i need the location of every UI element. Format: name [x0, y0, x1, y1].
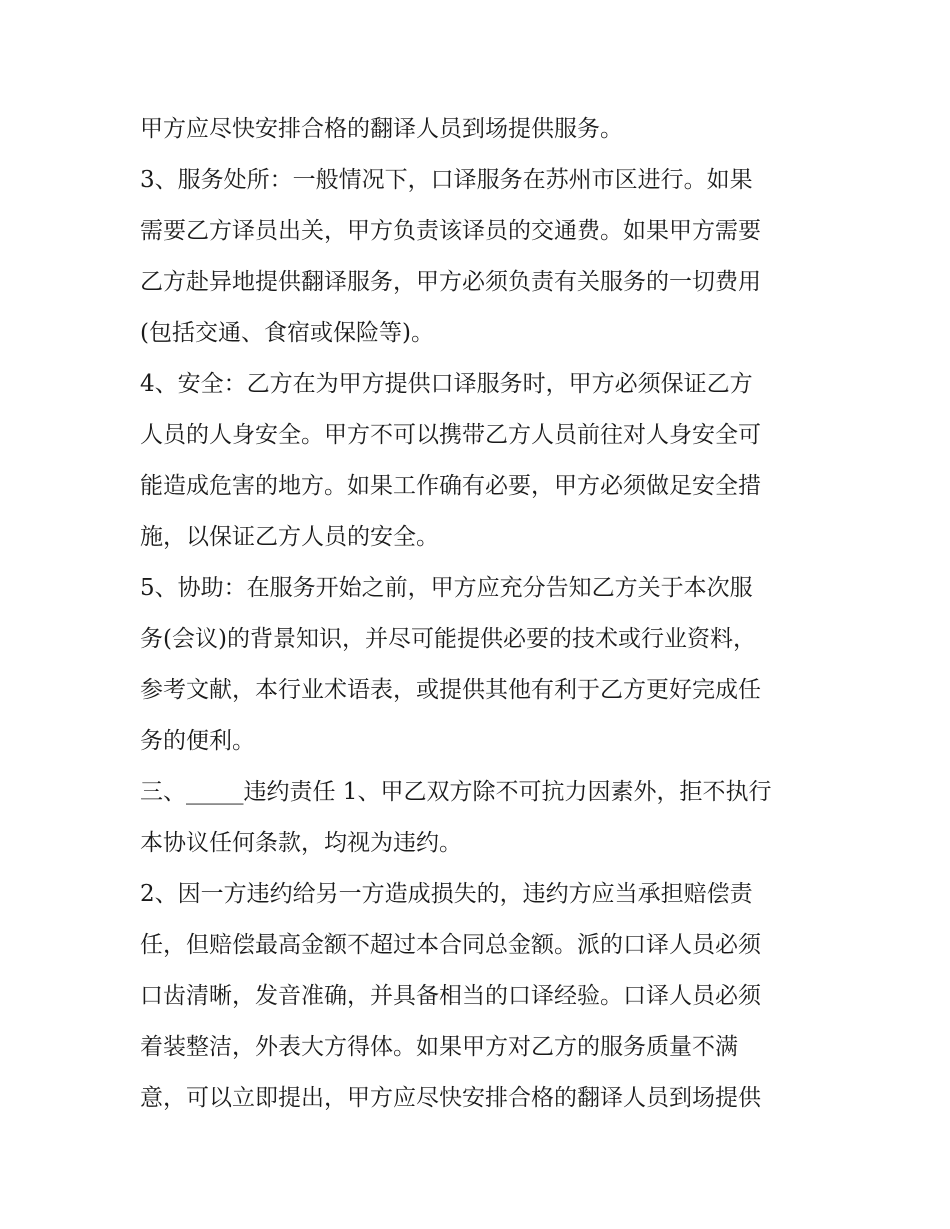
text-line: 人员的人身安全。甲方不可以携带乙方人员前往对人身安全可: [140, 422, 761, 448]
text-line: 口齿清晰，发音准确，并具备相当的口译经验。口译人员必须: [140, 983, 761, 1009]
text-line: 4、安全：乙方在为甲方提供口译服务时，甲方必须保证乙方: [140, 371, 753, 397]
text-line: 施，以保证乙方人员的安全。: [140, 524, 439, 550]
text-line: 务(会议)的背景知识，并尽可能提供必要的技术或行业资料，: [140, 626, 756, 652]
text-line: 需要乙方译员出关，甲方负责该译员的交通费。如果甲方需要: [140, 218, 761, 244]
text-line: 5、协助：在服务开始之前，甲方应充分告知乙方关于本次服: [140, 575, 753, 601]
text-line: 甲方应尽快安排合格的翻译人员到场提供服务。: [140, 116, 623, 142]
text-line: 3、服务处所：一般情况下，口译服务在苏州市区进行。如果: [140, 167, 753, 193]
text-line: 三、_____违约责任 1、甲乙双方除不可抗力因素外，拒不执行: [140, 779, 772, 805]
text-line: (包括交通、食宿或保险等)。: [140, 320, 434, 346]
text-line: 意，可以立即提出，甲方应尽快安排合格的翻译人员到场提供: [140, 1085, 761, 1111]
text-line: 能造成危害的地方。如果工作确有必要，甲方必须做足安全措: [140, 473, 761, 499]
text-line: 务的便利。: [140, 728, 255, 754]
text-line: 着装整洁，外表大方得体。如果甲方对乙方的服务质量不满: [140, 1034, 738, 1060]
text-line: 参考文献，本行业术语表，或提供其他有利于乙方更好完成任: [140, 677, 761, 703]
document-body: [140, 104, 820, 1124]
text-line: 任，但赔偿最高金额不超过本合同总金额。派的口译人员必须: [140, 932, 761, 958]
text-line: 2、因一方违约给另一方造成损失的，违约方应当承担赔偿责: [140, 881, 753, 907]
text-line: 乙方赴异地提供翻译服务，甲方必须负责有关服务的一切费用: [140, 269, 761, 295]
text-line: 本协议任何条款，均视为违约。: [140, 830, 462, 856]
